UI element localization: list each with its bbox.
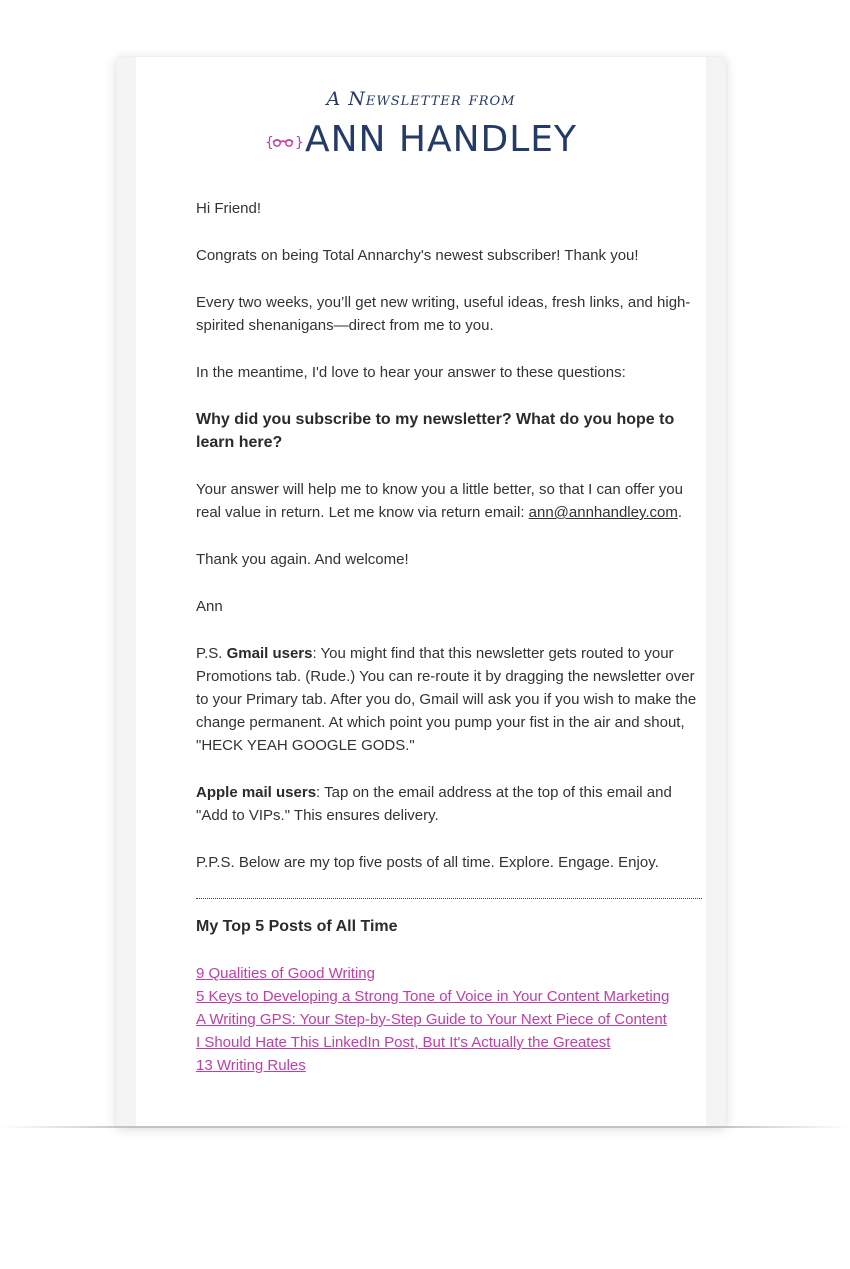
answer-help-label: Your answer will help me to know you a little better, so that I can offer you real value in return. Let me know via return email: bbox=[196, 481, 683, 521]
congrats-text: Congrats on being Total Annarchy's newest subscriber! Thank you! bbox=[196, 247, 639, 264]
top-post-link-1[interactable]: 9 Qualities of Good Writing bbox=[196, 965, 375, 982]
top-post-link-5[interactable]: 13 Writing Rules bbox=[196, 1057, 306, 1074]
ps-gmail-label: Gmail users bbox=[226, 645, 313, 662]
schedule-text: Every two weeks, you’ll get new writing, useful ideas, fresh links, and high-spirited shenanigans—direct from me to you. bbox=[196, 294, 691, 334]
meantime-text: In the meantime, I'd love to hear your answer to these questions: bbox=[196, 364, 626, 381]
top-posts-title: My Top 5 Posts of All Time bbox=[196, 918, 398, 935]
apple-mail-label: Apple mail users bbox=[196, 784, 317, 801]
top-post-link-3[interactable]: A Writing GPS: Your Step-by-Step Guide to Your Next Piece of Content bbox=[196, 1011, 667, 1028]
newsletter-header bbox=[136, 87, 706, 163]
apple-mail-text bbox=[196, 781, 702, 827]
apple-mail-body: : Tap on the email address at the top of this email and "Add to VIPs." This ensures delivery. bbox=[196, 784, 672, 824]
glasses-braces-icon bbox=[264, 133, 304, 151]
email-link[interactable]: ann@annhandley.com bbox=[528, 504, 678, 521]
signature: Ann bbox=[196, 598, 223, 615]
top-post-link-4[interactable]: I Should Hate This LinkedIn Post, But It's Actually the Greatest bbox=[196, 1034, 611, 1051]
pps-text: P.P.S. Below are my top five posts of all time. Explore. Engage. Enjoy. bbox=[196, 854, 659, 871]
newsletter-card bbox=[116, 57, 726, 1127]
svg-text:{: { bbox=[264, 135, 274, 151]
answer-help-text bbox=[196, 478, 702, 524]
ps-prefix: P.S. bbox=[196, 645, 227, 662]
top-post-link-2[interactable]: 5 Keys to Developing a Strong Tone of Voice in Your Content Marketing bbox=[196, 988, 670, 1005]
email-period: . bbox=[677, 504, 683, 521]
newsletter-body bbox=[136, 57, 706, 1127]
thanks-text: Thank you again. And welcome! bbox=[196, 551, 409, 568]
question-text: Why did you subscribe to my newsletter? What do you hope to learn here? bbox=[196, 411, 675, 451]
svg-text:}: } bbox=[294, 135, 304, 151]
ps-gmail-body: : You might find that this newsletter gets routed to your Promotions tab. (Rude.) You can re-route it by dragging the newsletter over to your Primary tab. After you do, Gmail will ask you if you wish to make the change permanent. At which point you pump your fist in the air and shout, "HECK YEAH GOOGLE GODS." bbox=[196, 645, 697, 754]
brand-name: ANN HANDLEY bbox=[304, 119, 578, 160]
ps-gmail-text bbox=[196, 642, 702, 757]
page-fade-divider bbox=[0, 1126, 850, 1128]
greeting: Hi Friend! bbox=[196, 200, 262, 217]
brand bbox=[136, 117, 706, 163]
newsletter-content bbox=[196, 197, 702, 1077]
top-posts-list bbox=[196, 962, 702, 1077]
newsletter-tagline: A Newsletter from bbox=[326, 88, 516, 110]
section-divider bbox=[196, 898, 702, 899]
